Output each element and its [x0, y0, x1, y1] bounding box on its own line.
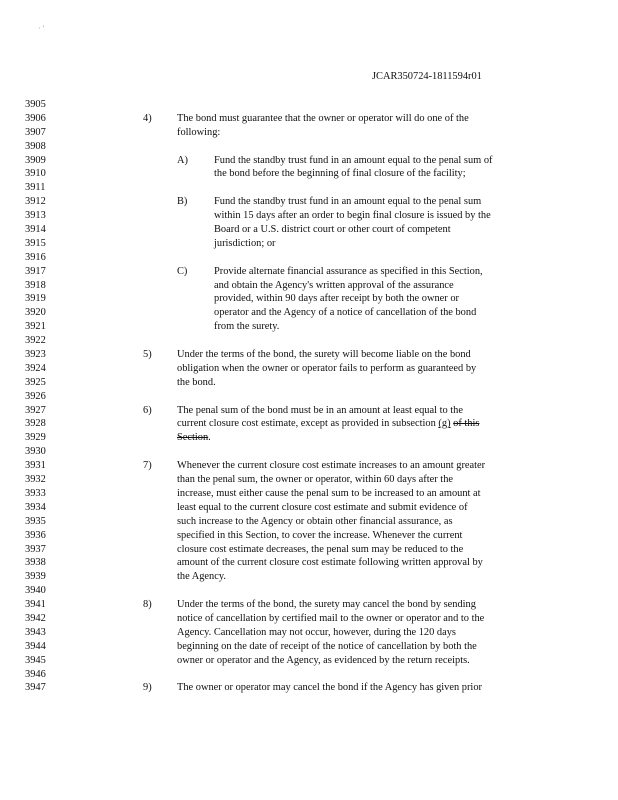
document-line — [0, 181, 618, 195]
line-text: notice of cancellation by certified mail to the owner or operator and to the — [177, 612, 485, 624]
line-number: 3914 — [25, 224, 46, 236]
line-text: following: — [177, 126, 221, 138]
line-number: 3924 — [25, 362, 46, 374]
document-line — [0, 223, 618, 237]
document-line — [0, 348, 618, 362]
line-number: 3922 — [25, 335, 46, 347]
document-line — [0, 195, 618, 209]
document-body — [0, 98, 618, 695]
line-text: Under the terms of the bond, the surety will become liable on the bond — [177, 349, 471, 361]
document-line — [0, 473, 618, 487]
document-line — [0, 570, 618, 584]
line-text: Whenever the current closure cost estimate increases to an amount greater — [177, 460, 486, 472]
line-number: 3945 — [25, 654, 46, 666]
line-text: Agency. Cancellation may not occur, however, during the 120 days — [177, 626, 456, 638]
line-number: 3917 — [25, 265, 46, 277]
document-line — [0, 362, 618, 376]
document-line — [0, 265, 618, 279]
scan-specks: · ' — [38, 24, 45, 33]
line-text: current closure cost estimate, except as provided in subsection (g) of this — [177, 418, 480, 430]
line-number: 3941 — [25, 599, 46, 611]
line-text: the Agency. — [177, 571, 226, 583]
document-line — [0, 112, 618, 126]
line-number: 3907 — [25, 126, 46, 138]
line-number: 3927 — [25, 404, 46, 416]
line-number: 3930 — [25, 446, 46, 458]
line-number: 3916 — [25, 251, 46, 263]
document-line — [0, 654, 618, 668]
line-number: 3928 — [25, 418, 46, 430]
line-text: beginning on the date of receipt of the notice of cancellation by both the — [177, 640, 477, 652]
document-line — [0, 598, 618, 612]
line-number: 3909 — [25, 154, 46, 166]
document-line — [0, 640, 618, 654]
line-number: 3940 — [25, 585, 46, 597]
line-number: 3934 — [25, 501, 46, 513]
document-line — [0, 126, 618, 140]
line-text: Fund the standby trust fund in an amount equal to the penal sum — [214, 196, 482, 208]
document-line — [0, 681, 618, 695]
document-line — [0, 251, 618, 265]
document-line — [0, 279, 618, 293]
line-text: jurisdiction; or — [214, 237, 276, 249]
document-line — [0, 140, 618, 154]
line-text: obligation when the owner or operator fails to perform as guaranteed by — [177, 362, 477, 374]
line-text: closure cost estimate decreases, the penal sum may be reduced to the — [177, 543, 464, 555]
document-line — [0, 487, 618, 501]
line-text: amount of the current closure cost estimate following written approval by — [177, 557, 483, 569]
document-line — [0, 320, 618, 334]
document-line — [0, 431, 618, 445]
document-line — [0, 501, 618, 515]
line-text: increase, must either cause the penal sum to be increased to an amount at — [177, 487, 481, 499]
document-line — [0, 98, 618, 112]
line-number: 3926 — [25, 390, 46, 402]
document-line — [0, 292, 618, 306]
line-number: 3938 — [25, 557, 46, 569]
document-line — [0, 612, 618, 626]
document-line — [0, 306, 618, 320]
inserted-text: (g) — [438, 418, 451, 430]
line-text: owner or operator and the Agency, as evidenced by the return receipts. — [177, 654, 470, 666]
line-number: 3910 — [25, 168, 46, 180]
line-text: within 15 days after an order to begin final closure is issued by the — [214, 210, 491, 222]
line-text: Fund the standby trust fund in an amount equal to the penal sum of — [214, 154, 493, 166]
document-line — [0, 529, 618, 543]
item-label: 6) — [143, 404, 152, 416]
line-text-fragment: . — [208, 432, 211, 444]
line-number: 3935 — [25, 515, 46, 527]
item-label: 7) — [143, 460, 152, 472]
struck-text: of this — [453, 418, 480, 430]
document-line — [0, 376, 618, 390]
line-text: Section. — [177, 432, 211, 444]
document-line — [0, 626, 618, 640]
document-line — [0, 390, 618, 404]
document-line — [0, 154, 618, 168]
line-number: 3921 — [25, 321, 46, 333]
item-label: 9) — [143, 682, 152, 694]
line-number: 3929 — [25, 432, 46, 444]
line-number: 3944 — [25, 640, 46, 652]
line-number: 3933 — [25, 487, 46, 499]
line-number: 3925 — [25, 376, 46, 388]
line-number: 3942 — [25, 612, 46, 624]
line-number: 3919 — [25, 293, 46, 305]
line-text: The owner or operator may cancel the bond if the Agency has given prior — [177, 682, 482, 694]
document-line — [0, 334, 618, 348]
item-label: 8) — [143, 599, 152, 611]
item-label: A) — [177, 154, 188, 166]
line-text: Board or a U.S. district court or other court of competent — [214, 224, 451, 236]
document-line — [0, 543, 618, 557]
document-line — [0, 417, 618, 431]
line-number: 3943 — [25, 626, 46, 638]
line-number: 3915 — [25, 237, 46, 249]
line-number: 3932 — [25, 474, 46, 486]
line-number: 3911 — [25, 182, 46, 194]
line-text: from the surety. — [214, 321, 280, 333]
document-line — [0, 668, 618, 682]
line-text: the bond before the beginning of final closure of the facility; — [214, 168, 466, 180]
document-line — [0, 584, 618, 598]
line-text: specified in this Section, to cover the increase. Whenever the current — [177, 529, 463, 541]
line-number: 3947 — [25, 682, 46, 694]
line-text: such increase to the Agency or obtain other financial assurance, as — [177, 515, 453, 527]
document-line — [0, 515, 618, 529]
line-number: 3905 — [25, 99, 46, 110]
line-number: 3908 — [25, 140, 46, 152]
line-text: than the penal sum, the owner or operator, within 60 days after the — [177, 474, 454, 486]
item-label: 5) — [143, 349, 152, 361]
item-label: C) — [177, 265, 188, 277]
line-text: Provide alternate financial assurance as specified in this Section, — [214, 265, 483, 277]
line-number: 3913 — [25, 210, 46, 222]
item-label: B) — [177, 196, 188, 208]
line-text: the bond. — [177, 376, 216, 388]
line-number: 3939 — [25, 571, 46, 583]
line-number: 3906 — [25, 112, 46, 124]
line-number: 3946 — [25, 668, 46, 680]
line-number: 3920 — [25, 307, 46, 319]
document-line — [0, 445, 618, 459]
line-text: and obtain the Agency's written approval of the assurance — [214, 279, 454, 291]
line-number: 3923 — [25, 349, 46, 361]
document-line — [0, 404, 618, 418]
line-text: provided, within 90 days after receipt by both the owner or — [214, 293, 459, 305]
line-text: The bond must guarantee that the owner or operator will do one of the — [177, 112, 469, 124]
line-number: 3936 — [25, 529, 46, 541]
line-number: 3931 — [25, 460, 46, 472]
line-text: Under the terms of the bond, the surety may cancel the bond by sending — [177, 599, 476, 611]
document-line — [0, 209, 618, 223]
item-label: 4) — [143, 112, 152, 124]
document-id: JCAR350724-1811594r01 — [372, 71, 482, 82]
document-line — [0, 237, 618, 251]
line-number: 3937 — [25, 543, 46, 555]
line-text: operator and the Agency of a notice of cancellation of the bond — [214, 307, 477, 319]
line-number: 3918 — [25, 279, 46, 291]
document-line — [0, 459, 618, 473]
line-text: least equal to the current closure cost estimate and submit evidence of — [177, 501, 468, 513]
document-line — [0, 556, 618, 570]
line-number: 3912 — [25, 196, 46, 208]
line-text: The penal sum of the bond must be in an amount at least equal to the — [177, 404, 463, 416]
document-line — [0, 167, 618, 181]
